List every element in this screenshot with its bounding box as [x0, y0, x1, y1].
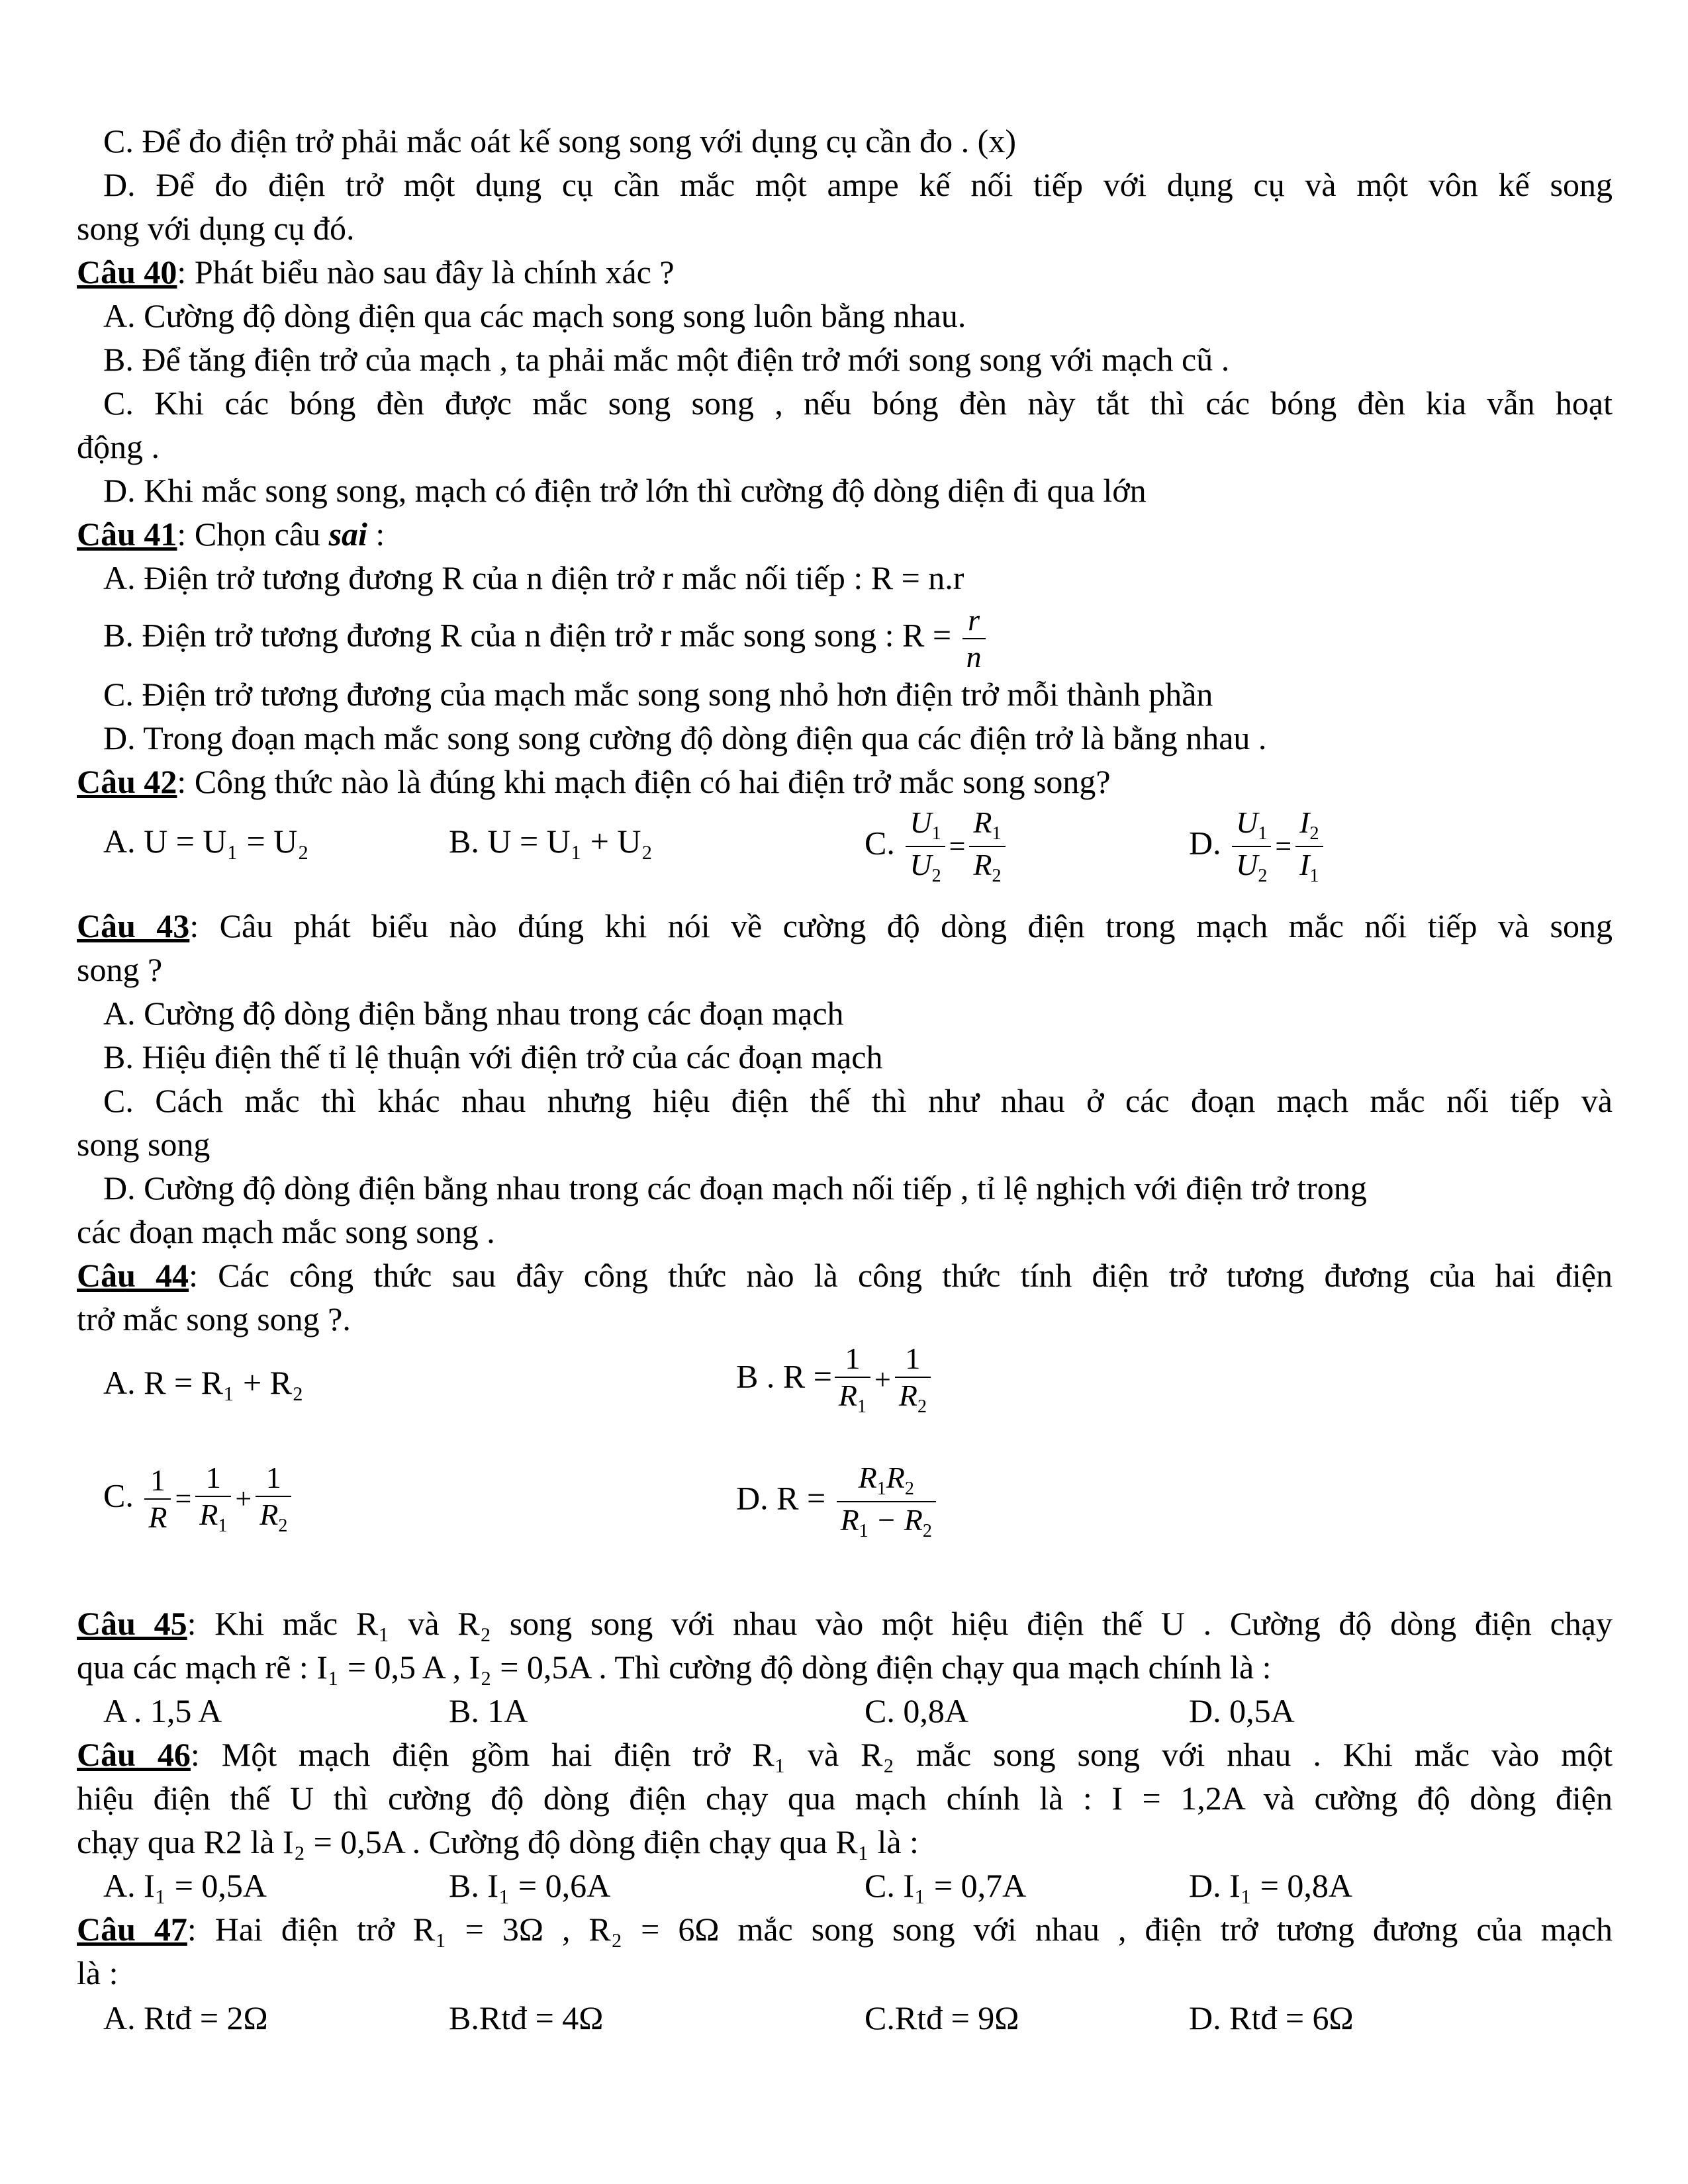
question-40-number: Câu 40 — [77, 253, 177, 291]
question-45-line2: qua các mạch rẽ : I₁ = 0,5 A , I₂ = 0,5A . Thì cường độ dòng điện chạy qua mạch chính là : — [77, 1649, 1272, 1686]
prev-option-d-line1: D. Để đo điện trở một dụng cụ cần mắc một ampe kế nối tiếp với dụng cụ và một vôn kế song — [103, 166, 1613, 203]
fraction-r1r2-over-r1-minus-r2: $\frac{R_1R_2}{R_1 - R_2}$ — [837, 1463, 936, 1541]
q42-option-c-label: C. — [865, 824, 895, 862]
q40-option-c-line2: động . — [77, 428, 160, 465]
q40-option-c-line1: C. Khi các bóng đèn được mắc song song , nếu bóng đèn này tắt thì các bóng đèn kia vẫn hoạt — [103, 385, 1613, 422]
question-46-line1 — [77, 1733, 1613, 1776]
question-44-number: Câu 44 — [77, 1257, 189, 1294]
q44-option-b-label: B . R = — [736, 1357, 832, 1395]
fraction-1-over-r1: $\frac{1}{R_1}$ — [835, 1343, 870, 1416]
q40-option-d: D. Khi mắc song song, mạch có điện trở lớn thì cường độ dòng diện đi qua lớn — [103, 472, 1147, 509]
q41-option-a: A. Điện trở tương đương R của n điện trở r mắc nối tiếp : R = n.r — [103, 559, 964, 596]
q42-option-d: D. $\frac{U_1}{U_2}$ = $\frac{I_2}{I_1}$ — [1189, 807, 1326, 886]
question-41-emphasis: sai — [328, 516, 367, 553]
question-43-line2: song ? — [77, 951, 163, 988]
q44-option-d-label: D. R = — [736, 1479, 826, 1517]
prev-option-c: C. Để đo điện trở phải mắc oát kế song song với dụng cụ cần đo . (x) — [103, 122, 1016, 159]
q43-option-d-line2: các đoạn mạch mắc song song . — [77, 1213, 495, 1250]
question-45-line1 — [77, 1602, 1613, 1645]
q42-option-c: C. $\frac{U_1}{U_2}$ = $\frac{R_1}{R_2}$ — [865, 807, 1008, 886]
q44-option-b: B . R = $\frac{1}{R_1}$ + $\frac{1}{R_2}$ — [736, 1343, 933, 1416]
question-41 — [77, 512, 385, 556]
fraction-i2-i1: $\frac{I_2}{I_1}$ — [1295, 807, 1323, 886]
question-41-number: Câu 41 — [77, 516, 177, 553]
question-41-text: : Chọn câu — [177, 516, 329, 553]
q43-option-c-line2: song song — [77, 1126, 211, 1163]
q45-option-c: C. 0,8A — [865, 1692, 968, 1729]
fraction-1-over-r1: $\frac{1}{R_1}$ — [195, 1463, 231, 1535]
question-40 — [77, 250, 675, 294]
q47-option-a: A. Rtđ = 2Ω — [103, 1999, 268, 2036]
question-43-line1 — [77, 904, 1613, 948]
question-41-text-end: : — [367, 516, 385, 553]
question-46-number: Câu 46 — [77, 1736, 191, 1773]
q42-option-b: B. U = U₁ + U₂ — [449, 823, 653, 860]
question-45-text: : Khi mắc R₁ và R₂ song song với nhau vào một hiệu điện thế U . Cường độ dòng điện chạy — [187, 1605, 1613, 1642]
q47-option-c: C.Rtđ = 9Ω — [865, 1999, 1019, 2036]
q46-option-d: D. I₁ = 0,8A — [1189, 1867, 1352, 1904]
q45-option-a: A . 1,5 A — [103, 1692, 222, 1729]
q40-option-b: B. Để tăng điện trở của mạch , ta phải mắc một điện trở mới song song với mạch cũ . — [103, 341, 1230, 378]
question-42 — [77, 760, 1111, 803]
q46-option-a: A. I₁ = 0,5A — [103, 1867, 267, 1904]
question-43-text: : Câu phát biểu nào đúng khi nói về cường độ dòng điện trong mạch mắc nối tiếp và song — [189, 907, 1613, 944]
fraction-1-over-r2: $\frac{1}{R_2}$ — [256, 1463, 291, 1535]
fraction-1-over-r: $\frac{1}{R}$ — [144, 1465, 171, 1533]
q41-option-c: C. Điện trở tương đương của mạch mắc song song nhỏ hơn điện trở mỗi thành phần — [103, 676, 1213, 713]
question-44-text: : Các công thức sau đây công thức nào là công thức tính điện trở tương đương của hai điện — [189, 1257, 1613, 1294]
q41-option-b-text: B. Điện trở tương đương R của n điện trở r mắc song song : R = — [103, 616, 952, 654]
question-44-line2: trở mắc song song ?. — [77, 1300, 351, 1338]
q44-option-c-label: C. — [103, 1477, 134, 1514]
fraction-denominator: n — [962, 638, 986, 672]
q44-option-a: A. R = R₁ + R₂ — [103, 1364, 304, 1401]
q43-option-b: B. Hiệu điện thế tỉ lệ thuận với điện trở của các đoạn mạch — [103, 1038, 883, 1075]
question-43-number: Câu 43 — [77, 907, 190, 944]
question-42-text: : Công thức nào là đúng khi mạch điện có hai điện trở mắc song song? — [177, 763, 1111, 800]
question-47-line2: là : — [77, 1954, 118, 1991]
question-45-number: Câu 45 — [77, 1605, 187, 1642]
q41-option-d: D. Trong đoạn mạch mắc song song cường độ dòng điện qua các điện trở là bằng nhau . — [103, 719, 1267, 756]
q41-option-b — [103, 605, 988, 672]
q40-option-a: A. Cường độ dòng điện qua các mạch song song luôn bằng nhau. — [103, 297, 966, 334]
q44-option-d — [736, 1463, 939, 1541]
q47-option-d: D. Rtđ = 6Ω — [1189, 1999, 1354, 2036]
question-47-number: Câu 47 — [77, 1911, 187, 1948]
q43-option-a: A. Cường độ dòng điện bằng nhau trong các đoạn mạch — [103, 995, 844, 1032]
question-47-line1 — [77, 1907, 1613, 1951]
fraction-1-over-r2: $\frac{1}{R_2}$ — [895, 1343, 931, 1416]
q44-option-c: C. $\frac{1}{R}$ = $\frac{1}{R_1}$ + $\frac{1}{R_2}$ — [103, 1463, 294, 1535]
q46-option-b: B. I₁ = 0,6A — [449, 1867, 611, 1904]
fraction-u1-u2: $\frac{U_1}{U_2}$ — [906, 807, 945, 886]
fraction-u1-u2: $\frac{U_1}{U_2}$ — [1232, 807, 1271, 886]
fraction-r1-r2: $\frac{R_1}{R_2}$ — [969, 807, 1005, 886]
q45-option-d: D. 0,5A — [1189, 1692, 1295, 1729]
q41-fraction-r-over-n — [962, 605, 986, 672]
question-40-text: : Phát biểu nào sau đây là chính xác ? — [177, 253, 675, 291]
q47-option-b: B.Rtđ = 4Ω — [449, 1999, 604, 2036]
q43-option-d-line1: D. Cường độ dòng điện bằng nhau trong các đoạn mạch nối tiếp , tỉ lệ nghịch với điện trở trong — [103, 1169, 1367, 1206]
question-46-line2: hiệu điện thế U thì cường độ dòng điện chạy qua mạch chính là : I = 1,2A và cường độ dòng điện — [77, 1780, 1613, 1817]
question-46-line3: chạy qua R2 là I₂ = 0,5A . Cường độ dòng điện chạy qua R₁ là : — [77, 1823, 919, 1860]
question-47-text: : Hai điện trở R₁ = 3Ω , R₂ = 6Ω mắc song song với nhau , điện trở tương đương của mạch — [187, 1911, 1613, 1948]
q46-option-c: C. I₁ = 0,7A — [865, 1867, 1027, 1904]
q42-option-d-label: D. — [1189, 824, 1221, 862]
q45-option-b: B. 1A — [449, 1692, 528, 1729]
question-46-text: : Một mạch điện gồm hai điện trở R₁ và R₂ mắc song song với nhau . Khi mắc vào một — [190, 1736, 1613, 1773]
q43-option-c-line1: C. Cách mắc thì khác nhau nhưng hiệu điện thế thì như nhau ở các đoạn mạch mắc nối tiếp và — [103, 1082, 1613, 1119]
fraction-numerator: r — [968, 603, 980, 637]
prev-option-d-line2: song với dụng cụ đó. — [77, 210, 355, 247]
question-44-line1 — [77, 1253, 1613, 1297]
q42-option-a: A. U = U₁ = U₂ — [103, 823, 309, 860]
question-42-number: Câu 42 — [77, 763, 177, 800]
